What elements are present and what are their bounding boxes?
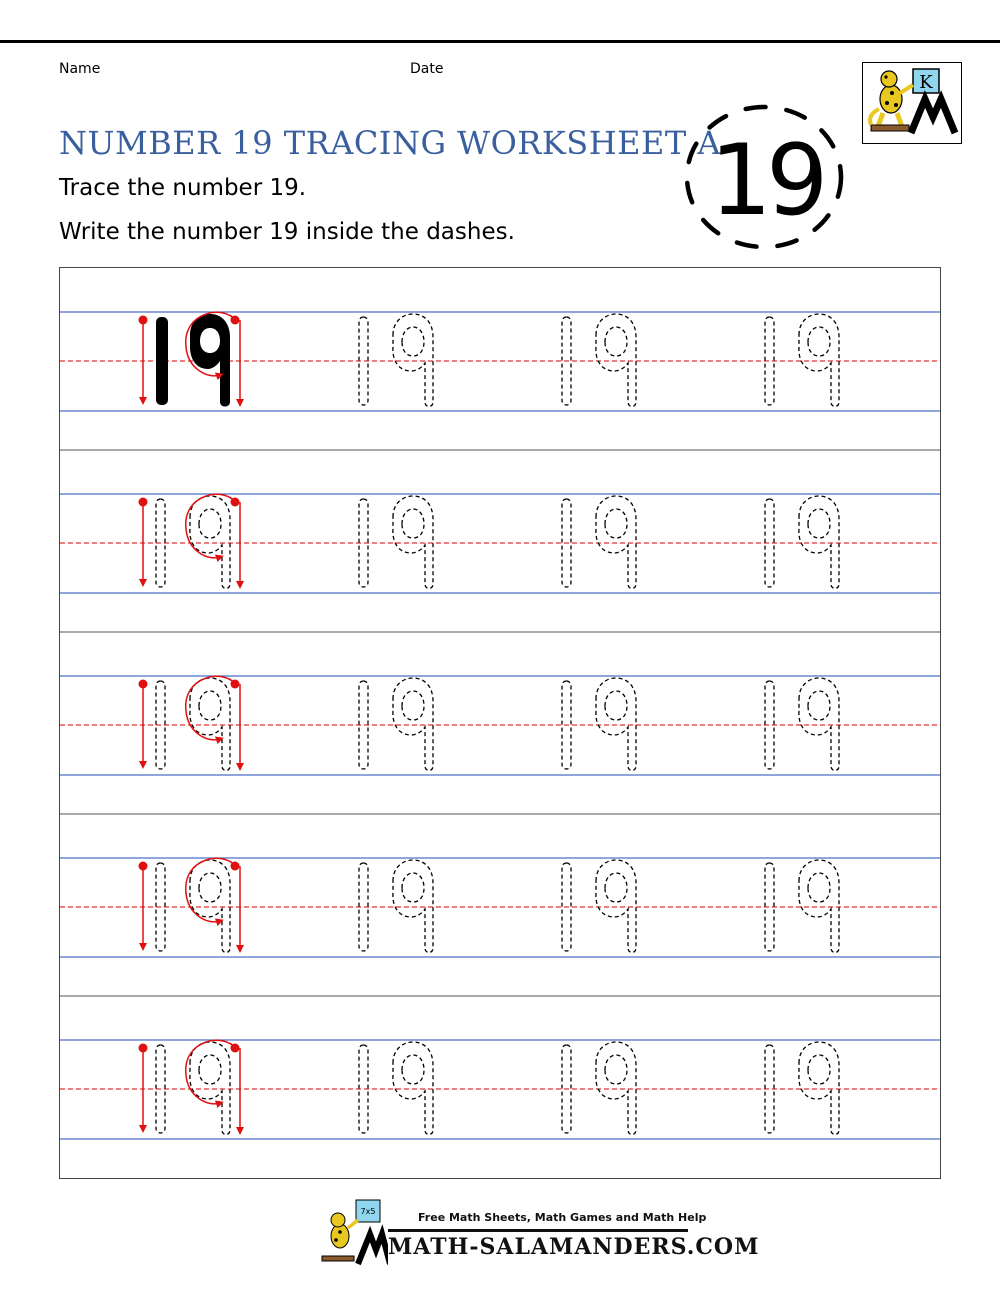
trace-digit xyxy=(139,1040,241,1134)
instruction-trace: Trace the number 19. xyxy=(59,175,307,201)
trace-digit xyxy=(359,1042,433,1135)
badge-number: 19 xyxy=(709,124,823,238)
page-title: NUMBER 19 TRACING WORKSHEET A xyxy=(59,124,721,162)
trace-digit xyxy=(359,496,433,589)
trace-digit xyxy=(359,678,433,771)
trace-digit xyxy=(139,676,241,770)
trace-digit xyxy=(359,314,433,407)
footer xyxy=(318,1198,760,1268)
trace-digit xyxy=(765,314,839,407)
trace-digit xyxy=(359,860,433,953)
svg-text:7x5: 7x5 xyxy=(360,1207,376,1216)
trace-digit xyxy=(765,860,839,953)
name-label: Name xyxy=(59,61,101,77)
instruction-write: Write the number 19 inside the dashes. xyxy=(59,219,515,245)
tracing-row xyxy=(60,450,940,593)
trace-digit xyxy=(765,678,839,771)
number-badge xyxy=(678,96,850,258)
trace-digit xyxy=(562,860,636,953)
trace-digit xyxy=(139,312,241,406)
trace-digit xyxy=(562,496,636,589)
tracing-row xyxy=(60,996,940,1139)
tracing-grid xyxy=(59,267,941,1179)
tracing-row xyxy=(60,632,940,775)
tracing-row xyxy=(60,312,940,411)
top-rule xyxy=(0,40,1000,43)
footer-tagline: Free Math Sheets, Math Games and Math Help xyxy=(418,1211,707,1224)
footer-salamander-icon xyxy=(318,1198,388,1268)
trace-digit xyxy=(139,858,241,952)
footer-divider xyxy=(388,1229,688,1233)
trace-digit xyxy=(765,496,839,589)
footer-brand: MATH-SALAMANDERS.COM xyxy=(388,1234,760,1260)
date-label: Date xyxy=(410,61,444,77)
salamander-logo xyxy=(862,62,962,144)
trace-digit xyxy=(765,1042,839,1135)
trace-digit xyxy=(562,314,636,407)
trace-digit xyxy=(139,494,241,588)
logo-letter: K xyxy=(919,72,933,93)
tracing-row xyxy=(60,814,940,957)
trace-digit xyxy=(562,1042,636,1135)
trace-digit xyxy=(562,678,636,771)
